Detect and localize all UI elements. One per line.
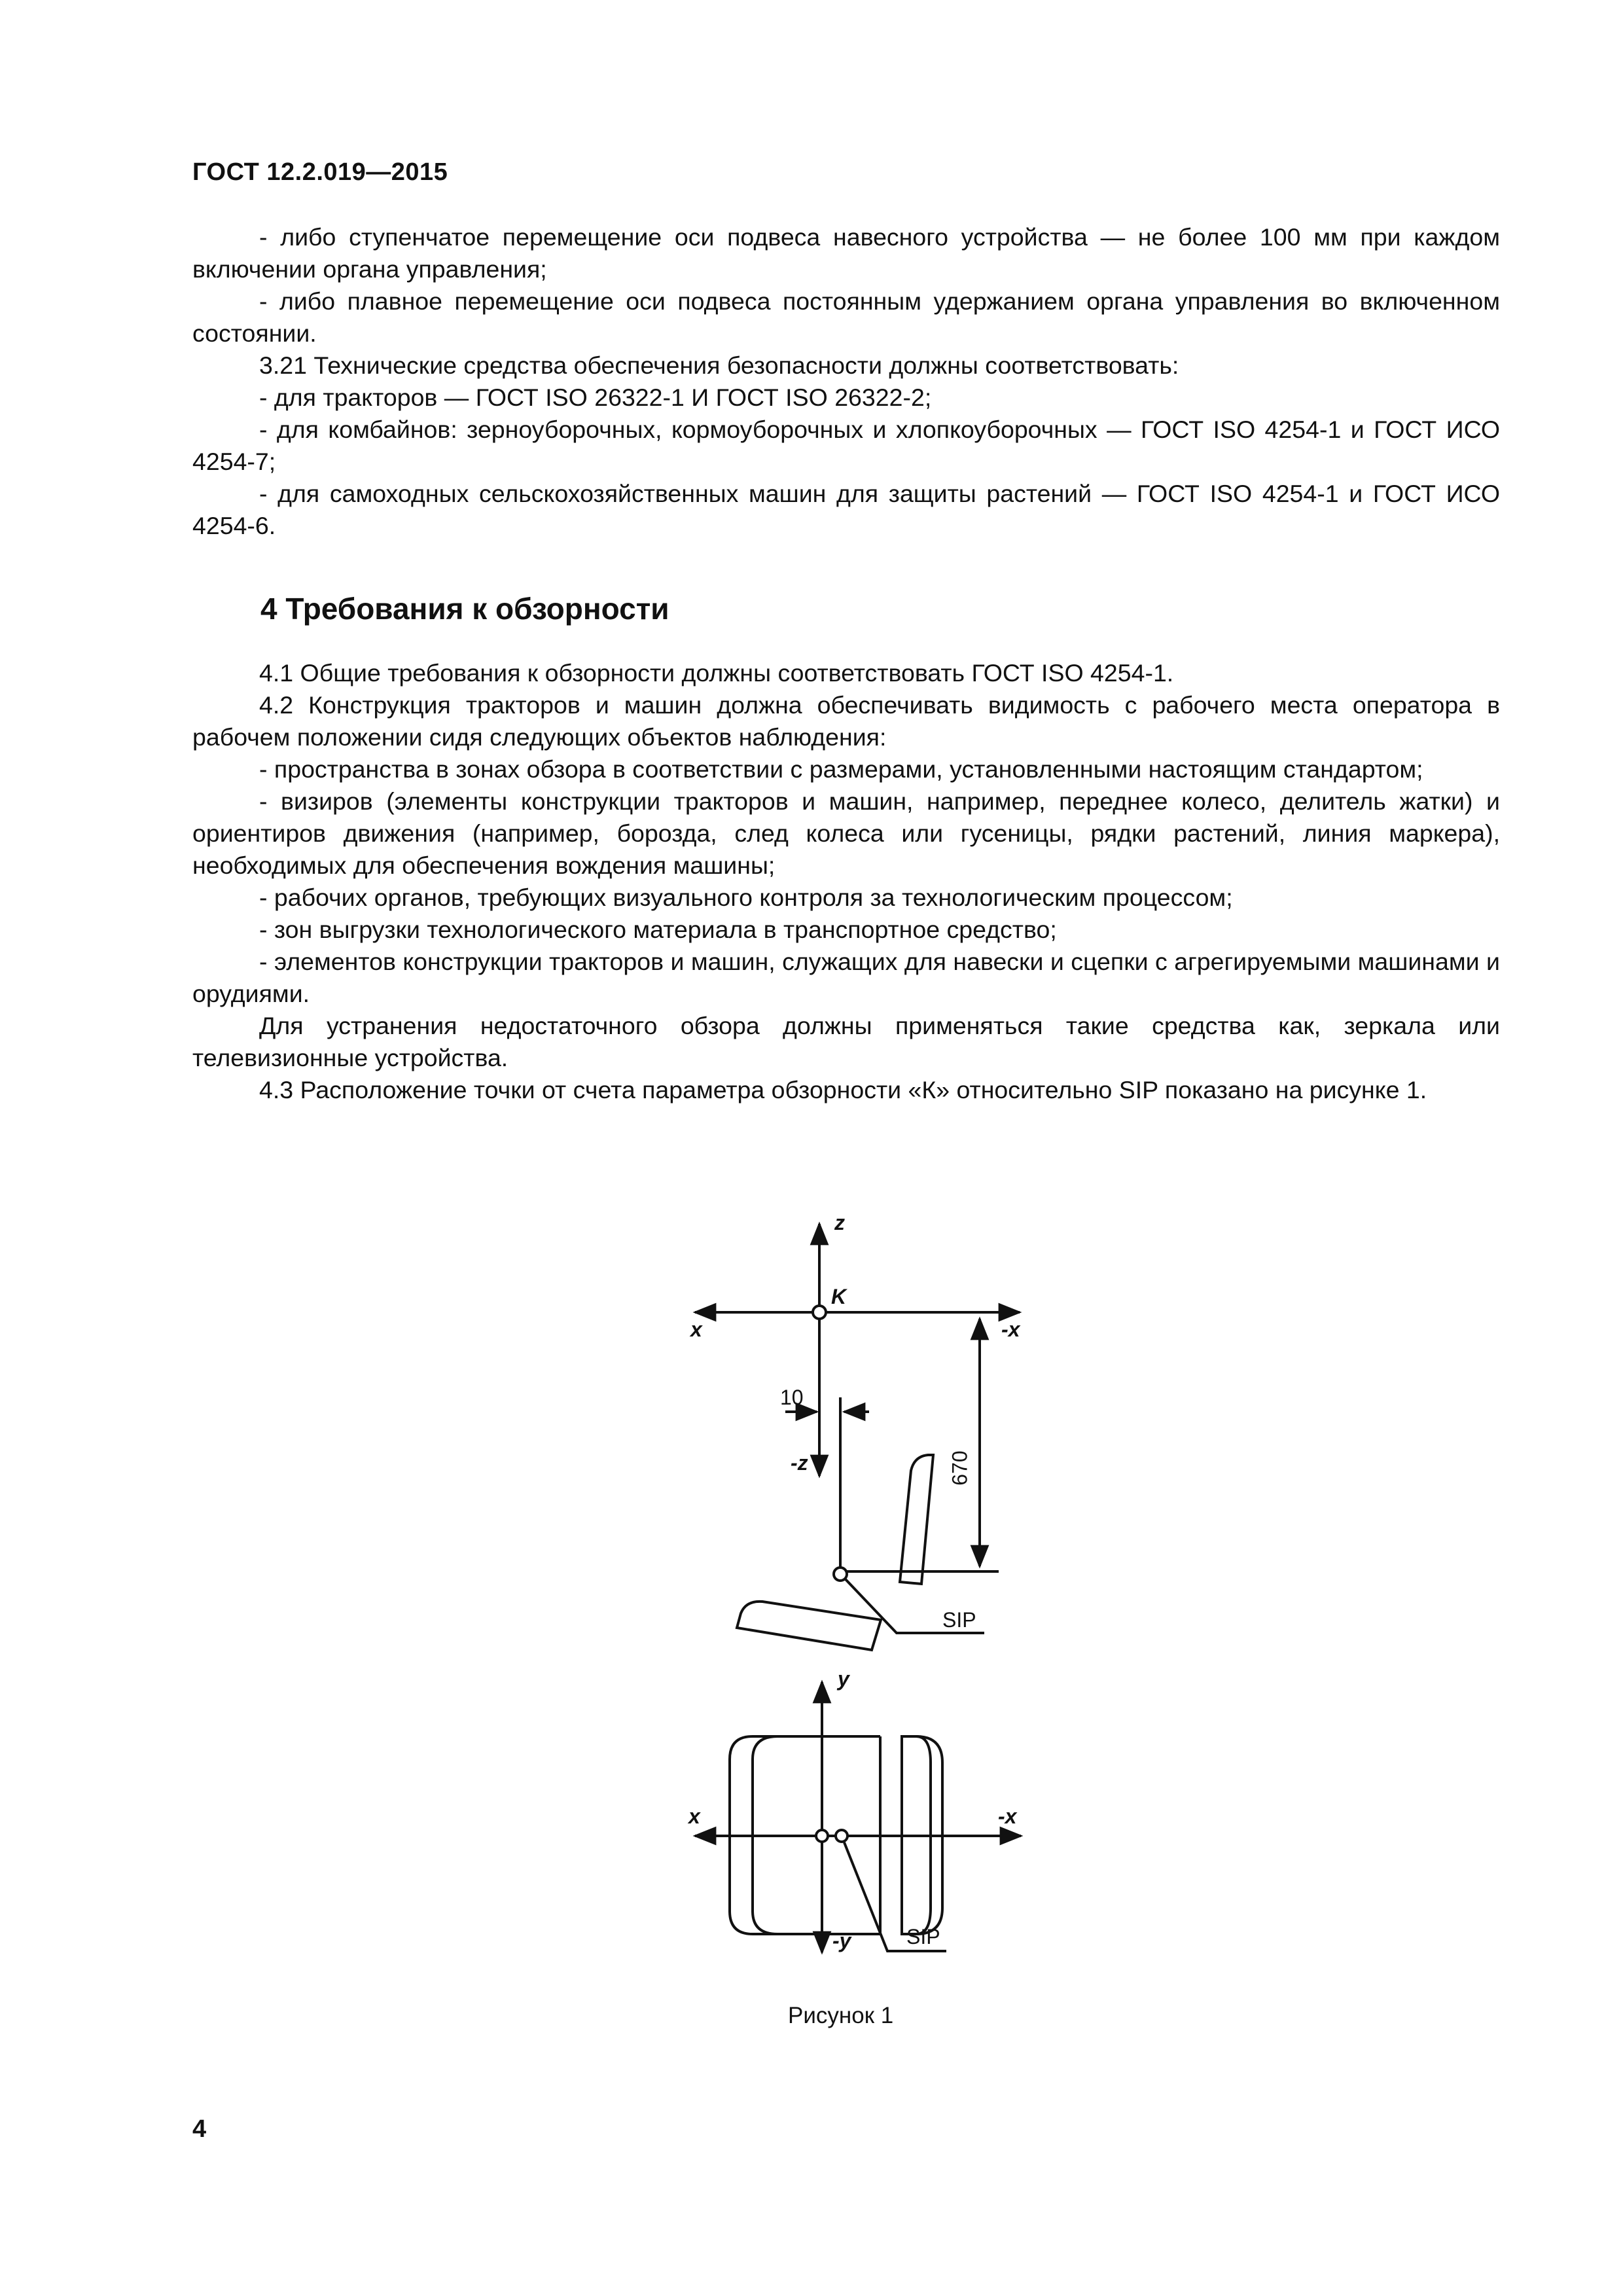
paragraph: 3.21 Технические средства обеспечения безопасности должны соответствовать: (259, 351, 1179, 379)
paragraph: - пространства в зонах обзора в соответствии с размерами, установленными настоящим стандартом; (259, 755, 1423, 783)
seat-cushion-shape (737, 1602, 881, 1650)
paragraph: 4.3 Расположение точки от счета параметра обзорности «К» относительно SIP показано на рисунке 1. (259, 1076, 1427, 1103)
paragraph: 4.2 Конструкция тракторов и машин должна обеспечивать видимость с рабочего места оператора в рабочем положении сидя следующих объектов наблюдения: (192, 691, 1500, 751)
paragraph: 4.1 Общие требования к обзорности должны соответствовать ГОСТ ISO 4254-1. (259, 659, 1174, 687)
label-y: y (838, 1667, 849, 1691)
figure-1 (654, 1201, 1073, 1973)
figure-caption: Рисунок 1 (788, 2003, 894, 2028)
axis-origin-top (816, 1830, 828, 1842)
paragraph: - для тракторов — ГОСТ ISO 26322-1 И ГОСТ ISO 26322-2; (259, 384, 932, 411)
label-sip-top: SIP (906, 1925, 940, 1948)
page-number: 4 (192, 2115, 207, 2143)
paragraph: - элементов конструкции тракторов и машин, служащих для навески и сцепки с агрегируемыми машинами и орудиями. (192, 948, 1500, 1007)
label-dimension-10: 10 (780, 1386, 804, 1409)
figure-drawing (654, 1201, 1073, 1973)
paragraph: - зон выгрузки технологического материала в транспортное средство; (259, 916, 1057, 943)
paragraph: - либо плавное перемещение оси подвеса постоянным удержанием органа управления во включенном состоянии. (192, 287, 1500, 347)
body-text (192, 221, 1500, 1106)
label-neg-x-top: -x (998, 1804, 1017, 1828)
sip-point-top (836, 1830, 847, 1842)
label-neg-y: -y (832, 1929, 851, 1952)
point-k (813, 1306, 826, 1319)
label-z: z (834, 1211, 845, 1234)
label-sip-side: SIP (942, 1608, 976, 1632)
paragraph: Для устранения недостаточного обзора должны применяться такие средства как, зеркала или телевизионные устройства. (192, 1012, 1500, 1071)
paragraph: - для самоходных сельскохозяйственных машин для защиты растений — ГОСТ ISO 4254-1 и ГОСТ ИСО 4254-6. (192, 480, 1500, 539)
section-title: 4 Требования к обзорности (260, 592, 669, 626)
paragraph: - для комбайнов: зерноуборочных, кормоуборочных и хлопкоуборочных — ГОСТ ISO 4254-1 и ГОСТ ИСО 4254-7; (192, 416, 1500, 475)
paragraph: - рабочих органов, требующих визуального контроля за технологическим процессом; (259, 884, 1233, 911)
sip-point-side (834, 1568, 847, 1581)
label-dimension-670: 670 (948, 1450, 972, 1486)
label-k: K (831, 1285, 847, 1308)
label-neg-x: -x (1001, 1318, 1020, 1341)
paragraph: - либо ступенчатое перемещение оси подвеса навесного устройства — не более 100 мм при каждом включении органа управления; (192, 223, 1500, 283)
paragraph: - визиров (элементы конструкции тракторов и машин, например, переднее колесо, делитель жатки) и ориентиров движения (например, борозда, след колеса или гусеницы, рядки растений, линия маркера), необходимых для обеспечения вождения машины; (192, 787, 1500, 879)
label-x: x (690, 1318, 702, 1341)
label-neg-z: -z (791, 1451, 808, 1475)
seat-back-shape (900, 1455, 933, 1584)
label-x-top: x (688, 1804, 700, 1828)
document-header: ГОСТ 12.2.019—2015 (192, 158, 448, 186)
